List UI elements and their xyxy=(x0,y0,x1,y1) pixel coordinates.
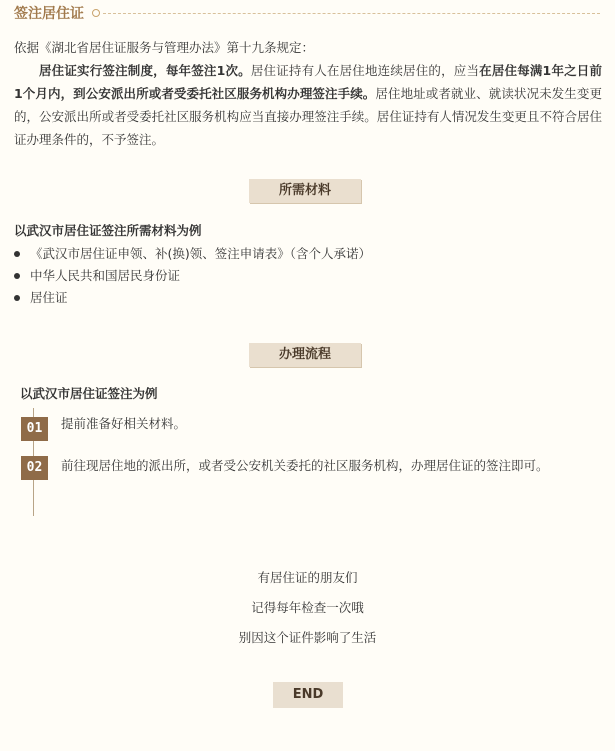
end-tag: END xyxy=(273,682,343,708)
bullet-icon xyxy=(14,295,20,301)
closing-line: 有居住证的朋友们 xyxy=(257,570,358,585)
closing-line: 记得每年检查一次哦 xyxy=(251,600,364,615)
section-header xyxy=(14,4,600,22)
header-divider xyxy=(103,13,600,14)
list-item-text: 中华人民共和国居民身份证 xyxy=(30,268,181,283)
bullet-icon xyxy=(14,273,20,279)
section-title: 签注居住证 xyxy=(14,6,84,22)
list-item-text: 居住证 xyxy=(30,290,68,305)
step-number: 01 xyxy=(21,417,48,441)
intro-paragraph xyxy=(14,59,602,151)
materials-tag: 所需材料 xyxy=(249,179,361,203)
step-text: 提前准备好相关材料。 xyxy=(61,416,187,431)
bold-text: 居住证实行签注制度，每年签注1次。 xyxy=(39,63,251,78)
closing-line: 别因这个证件影响了生活 xyxy=(238,630,377,645)
intro-line: 依据《湖北省居住证服务与管理办法》第十九条规定： xyxy=(14,40,315,55)
step-number: 02 xyxy=(21,456,48,480)
process-subtitle: 以武汉市居住证签注为例 xyxy=(20,386,158,401)
body-text: 居住地址或者就业、就读状况未发生变更的，公安派出所或者受委托社区服务机构应当直接办理签注手续。居住证持有人情况发生变更且不符合居住证办理条件的，不予签注。 xyxy=(14,86,602,147)
intro-text xyxy=(14,36,602,151)
list-item xyxy=(14,243,371,265)
process-tag: 办理流程 xyxy=(249,343,361,367)
step-text: 前往现居住地的派出所，或者受公安机关委托的社区服务机构，办理居住证的签注即可。 xyxy=(61,458,549,473)
list-item xyxy=(14,265,371,287)
materials-subtitle: 以武汉市居住证签注所需材料为例 xyxy=(14,223,202,238)
header-dot-decoration xyxy=(92,9,100,17)
body-text: 居住证持有人在居住地连续居住的，应当 xyxy=(250,63,480,78)
bullet-icon xyxy=(14,251,20,257)
closing-message xyxy=(0,563,615,653)
list-item-text: 《武汉市居住证申领、补(换)领、签注申请表》（含个人承诺） xyxy=(30,246,372,261)
bold-text: 在居住每满1年之日前1个月内，到公安派出所或者受委托社区服务机构办理签注手续。 xyxy=(14,63,602,101)
materials-list xyxy=(14,243,371,309)
list-item xyxy=(14,287,371,309)
